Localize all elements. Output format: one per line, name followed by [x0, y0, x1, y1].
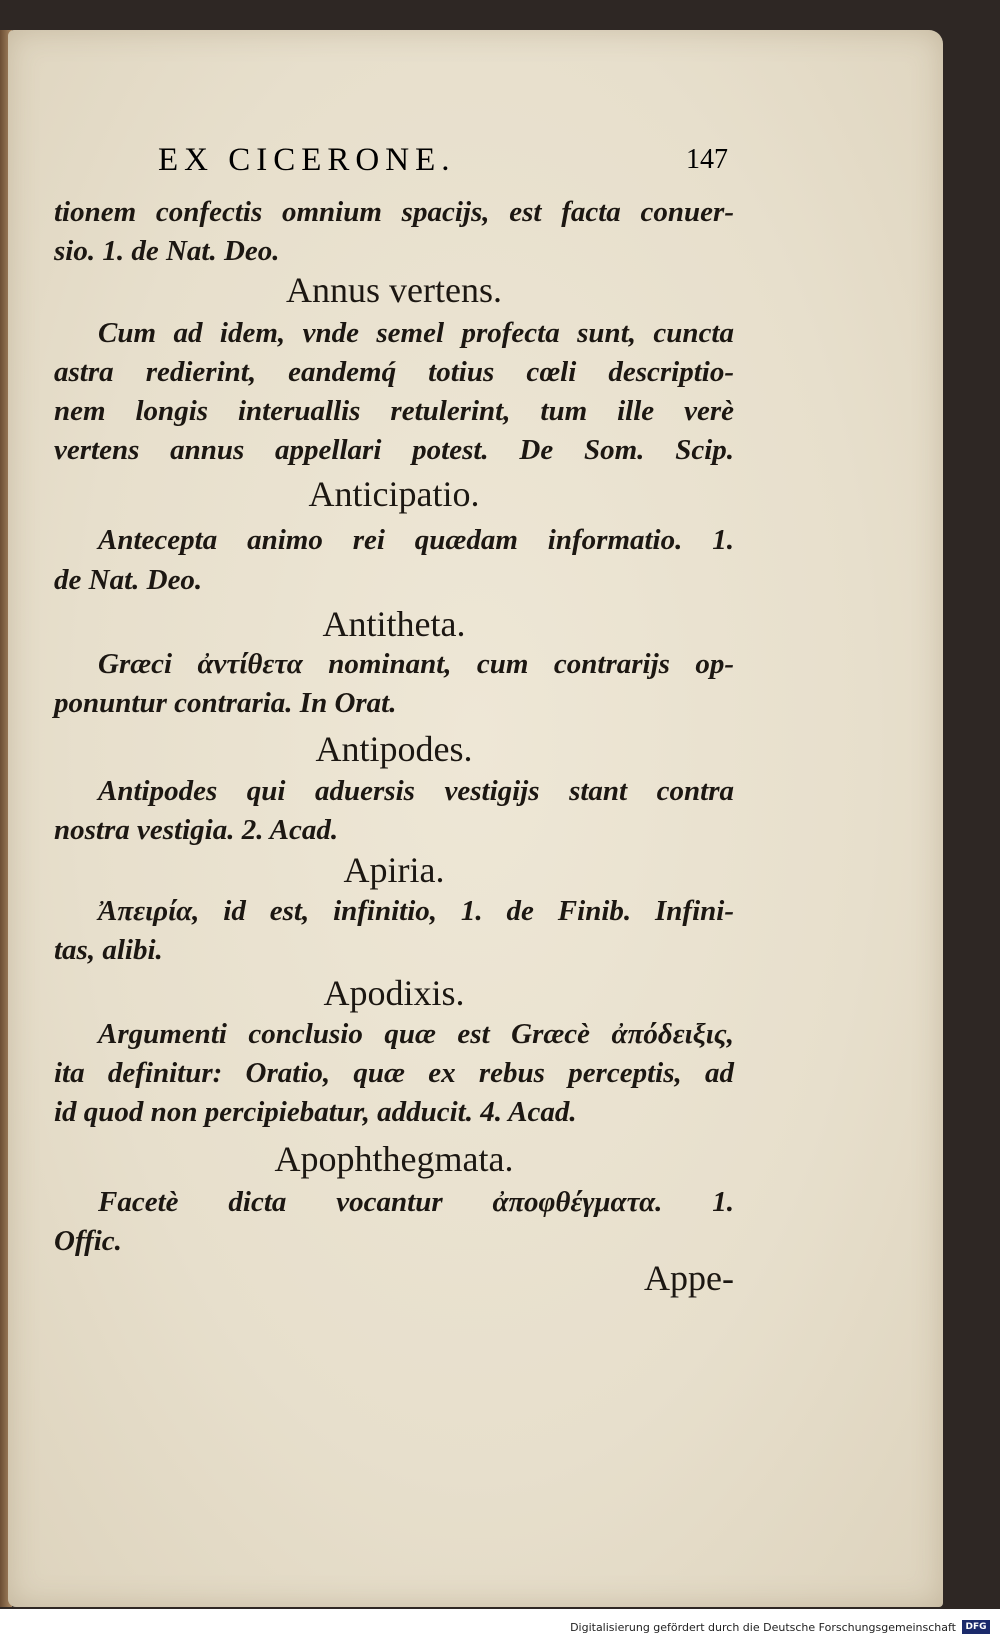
running-head	[158, 142, 748, 182]
text-line: Facetè dicta vocantur ἀποφθέγματα. 1.	[98, 1186, 734, 1218]
page-number: 147	[686, 144, 728, 175]
text-line: tionem confectis omnium spacijs, est facta conuer-	[54, 196, 734, 228]
paper-leaf	[8, 30, 943, 1607]
text-line: ponuntur contraria. In Orat.	[54, 687, 397, 719]
entry-heading: Apiria.	[343, 850, 445, 890]
running-head-title: EX CICERONE.	[158, 142, 456, 178]
text-line: nem longis interuallis retulerint, tum ille verè	[54, 395, 734, 427]
funding-credit: Digitalisierung gefördert durch die Deutsche Forschungsgemeinschaft	[570, 1621, 956, 1634]
text-line: vertens annus appellari potest. De Som. Scip.	[54, 434, 734, 466]
text-line: Argumenti conclusio quæ est Græcè ἀπόδειξις,	[98, 1018, 734, 1050]
catchword: Appe-	[644, 1258, 734, 1298]
entry-heading: Antitheta.	[322, 604, 466, 644]
text-line: astra redierint, eandemq́ totius cœli descriptio-	[54, 356, 734, 388]
text-line: nostra vestigia. 2. Acad.	[54, 814, 339, 846]
text-line: tas, alibi.	[54, 934, 163, 966]
entry-heading: Annus vertens.	[286, 270, 502, 310]
entry-heading: Anticipatio.	[308, 474, 480, 514]
text-line: Cum ad idem, vnde semel profecta sunt, cuncta	[98, 317, 734, 349]
entry-heading: Apophthegmata.	[274, 1139, 514, 1179]
text-line: de Nat. Deo.	[54, 564, 203, 596]
text-line: ita definitur: Oratio, quæ ex rebus perceptis, ad	[54, 1057, 734, 1089]
text-line: sio. 1. de Nat. Deo.	[54, 235, 280, 267]
text-line: Offic.	[54, 1225, 122, 1257]
entry-heading: Antipodes.	[315, 729, 473, 769]
text-line: Ἀπειρία, id est, infinitio, 1. de Finib. Infini-	[98, 895, 734, 927]
text-line: id quod non percipiebatur, adducit. 4. Acad.	[54, 1096, 577, 1128]
text-line: Antipodes qui aduersis vestigijs stant contra	[98, 775, 734, 807]
entry-heading: Apodixis.	[323, 973, 465, 1013]
dfg-logo: DFG	[962, 1620, 990, 1634]
digitization-footer	[0, 1609, 1000, 1642]
text-line: Græci ἀντίθετα nominant, cum contrarijs op-	[98, 648, 734, 680]
text-line: Antecepta animo rei quædam informatio. 1.	[98, 524, 734, 556]
